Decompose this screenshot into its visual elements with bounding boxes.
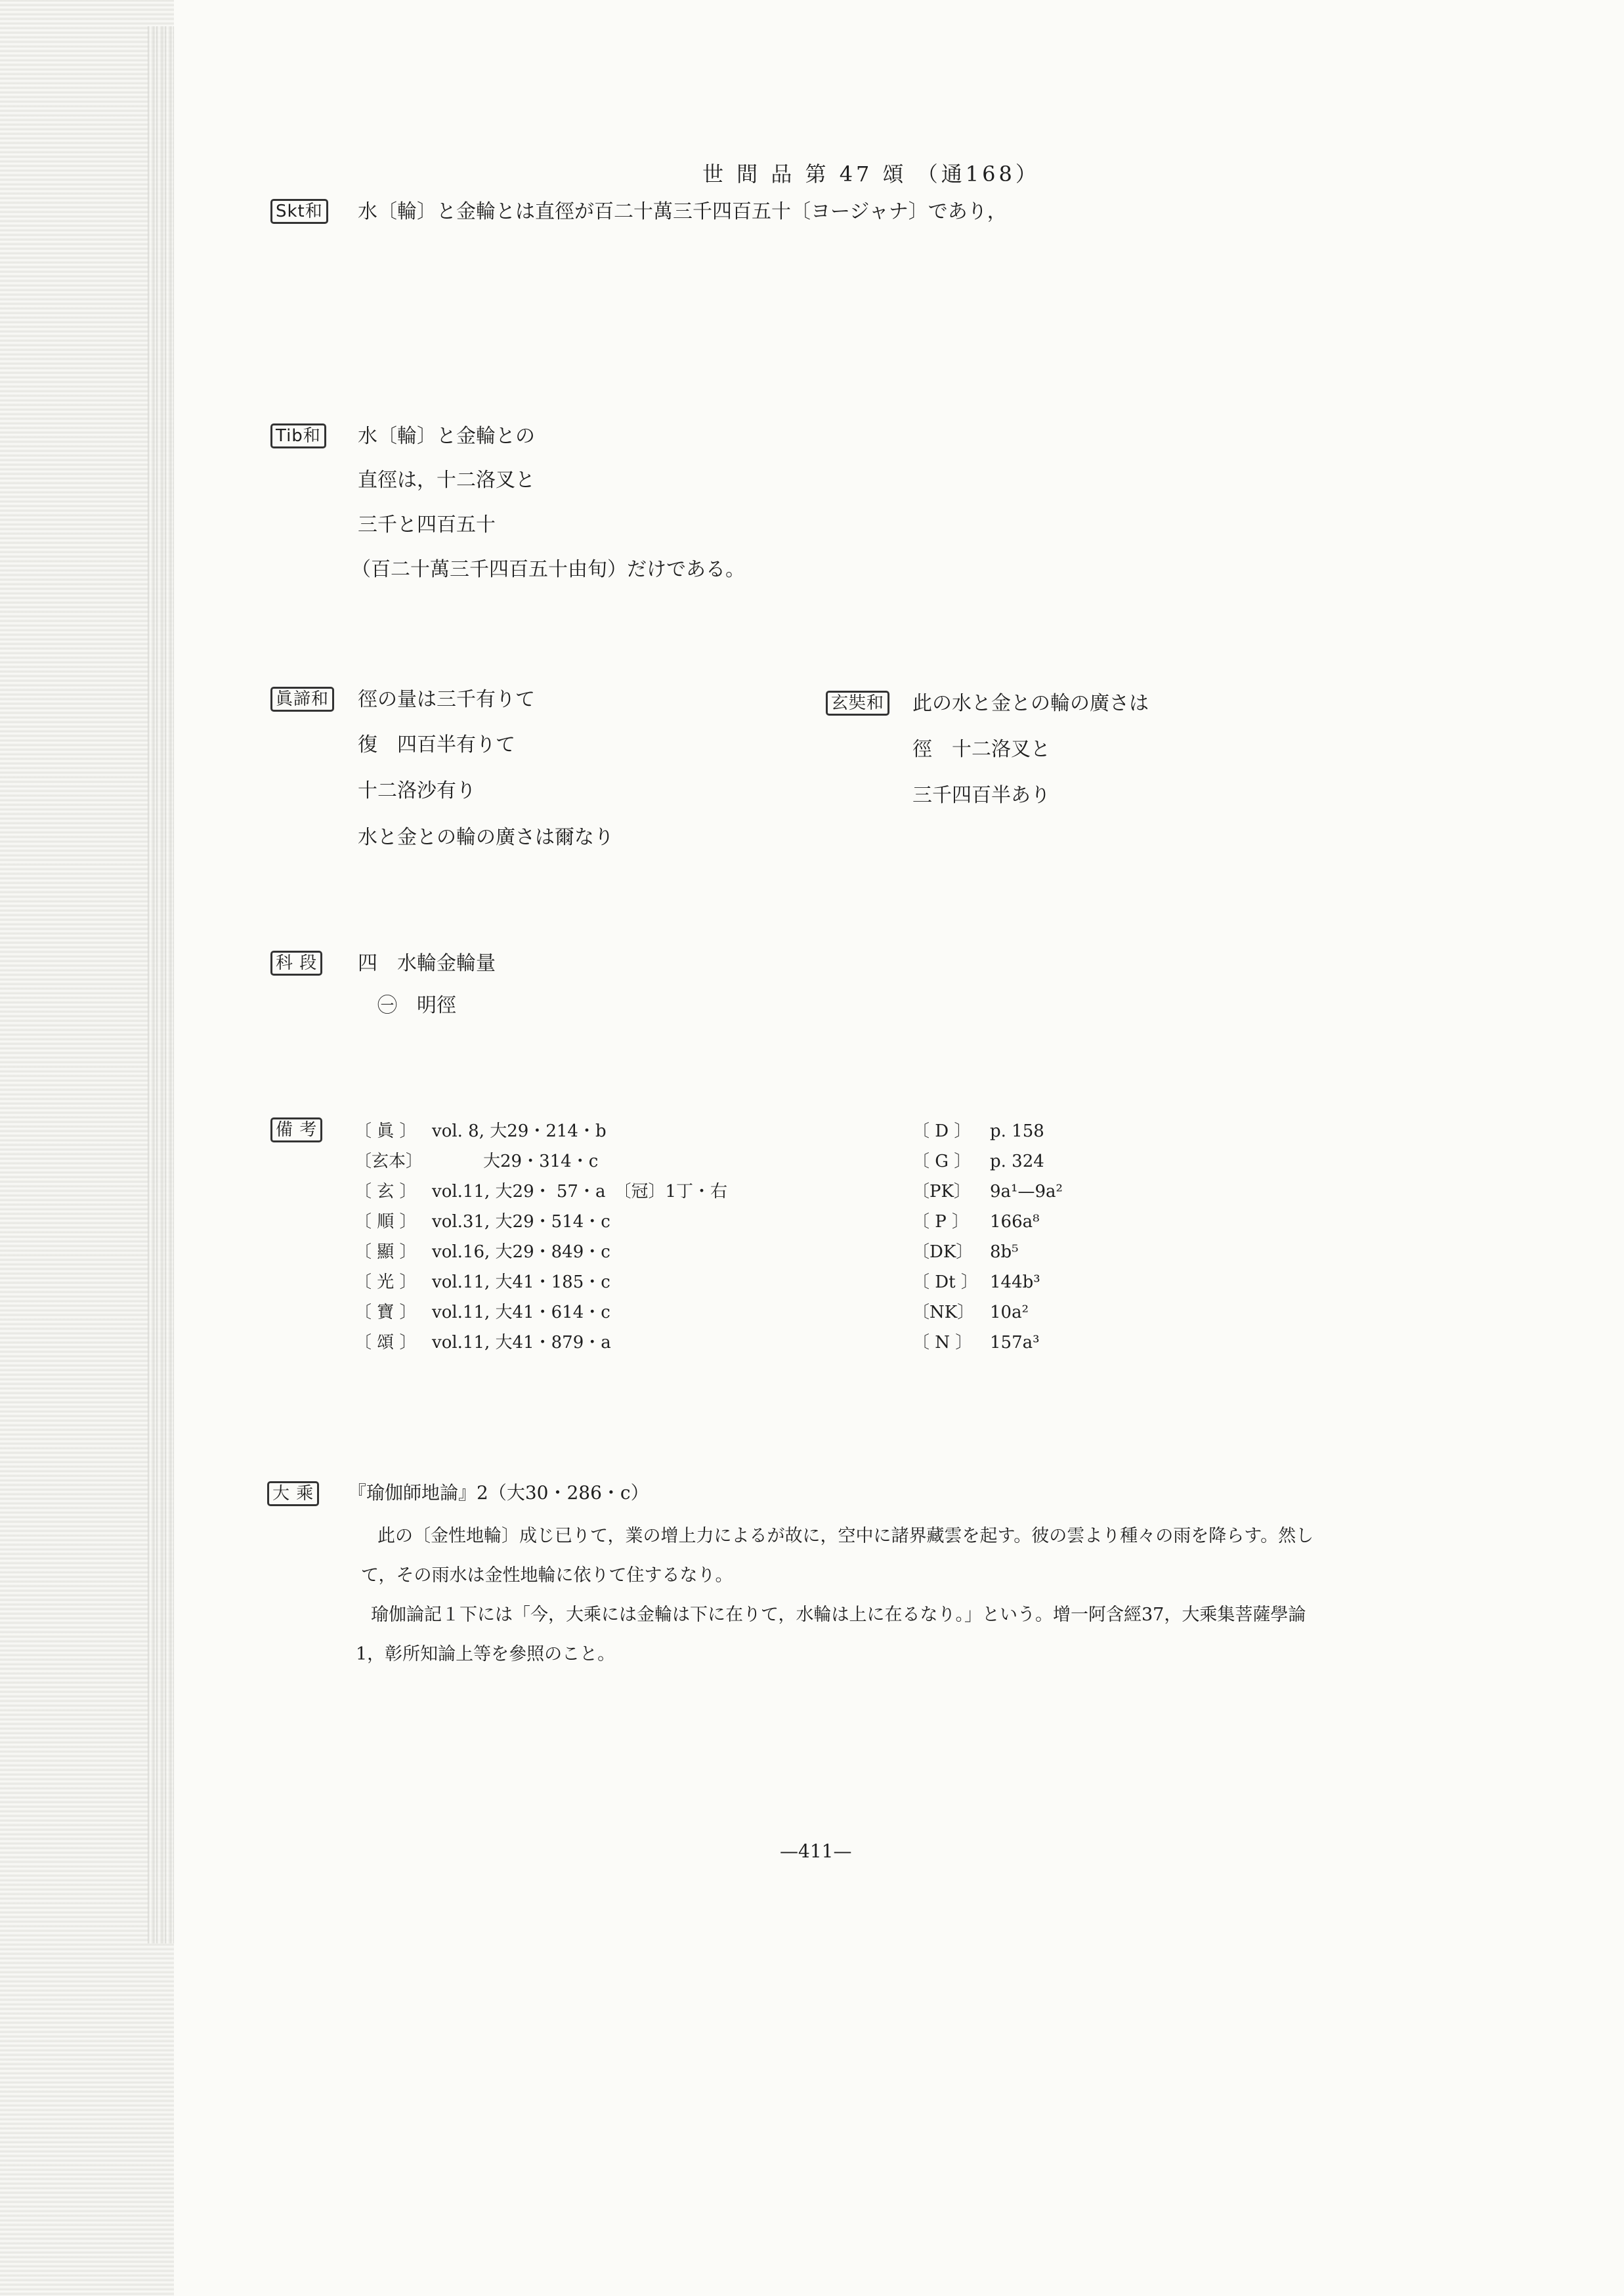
tib-line: （百二十萬三千四百五十由旬）だけである。 [351, 558, 745, 581]
mahayana-line: て，その雨水は金性地輪に依りて住するなり。 [361, 1565, 733, 1586]
reference-row: 〔玄本〕 大29・314・c [354, 1152, 599, 1171]
reference-row: 〔DK〕 8b⁵ [912, 1242, 1019, 1262]
tib-line: 水〔輪〕と金輪との [358, 425, 535, 448]
reference-row: 〔 Dt 〕 144b³ [912, 1272, 1040, 1292]
xuanzang-line: 三千四百半あり [912, 784, 1050, 807]
xuanzang-line: 徑 十二洛叉と [912, 738, 1050, 761]
biko-right-list [912, 1116, 1063, 1358]
xuanzang-label: 玄奘和 [826, 691, 889, 716]
reference-row: 〔 光 〕 vol.11, 大41・185・c [354, 1272, 610, 1292]
tib-line: 直徑は，十二洛叉と [358, 469, 535, 492]
reference-row: 〔 顯 〕 vol.16, 大29・849・c [354, 1242, 610, 1262]
reference-row: 〔PK〕 9a¹—9a² [912, 1182, 1063, 1202]
reference-row: 〔 N 〕 157a³ [912, 1333, 1040, 1353]
skt-line: 水〔輪〕と金輪とは直徑が百二十萬三千四百五十〔ヨージャナ〕であり， [358, 200, 1007, 223]
skt-label: Skt和 [270, 199, 328, 224]
page-title: 世 間 品 第 47 頌 （通168） [702, 162, 1040, 186]
paramartha-label: 眞諦和 [270, 687, 334, 712]
xuanzang-line: 此の水と金との輪の廣さは [912, 692, 1149, 715]
reference-row: 〔 頌 〕 vol.11, 大41・879・a [354, 1333, 611, 1353]
mahayana-line: 瑜伽論記１下には「今，大乘には金輪は下に在りて，水輪は上に在るなり。」という。增一阿含經37，大乘集菩薩學論 [371, 1605, 1306, 1625]
paramartha-line: 水と金との輪の廣さは爾なり [358, 826, 614, 849]
page-number: —411— [780, 1840, 852, 1862]
reference-row: 〔 眞 〕 vol. 8, 大29・214・b [354, 1121, 607, 1141]
reference-row: 〔 G 〕 p. 324 [912, 1152, 1044, 1171]
mahayana-heading: 『瑜伽師地論』2（大30・286・c） [348, 1482, 649, 1504]
reference-row: 〔 P 〕 166a⁸ [912, 1212, 1040, 1232]
kadan-line: 四 水輪金輪量 [358, 952, 496, 975]
reference-row: 〔 寶 〕 vol.11, 大41・614・c [354, 1303, 610, 1322]
tib-line: 三千と四百五十 [358, 513, 496, 536]
reference-row: 〔 D 〕 p. 158 [912, 1121, 1044, 1141]
kadan-label: 科 段 [270, 951, 322, 976]
kadan-line: ㊀ 明徑 [377, 994, 456, 1017]
biko-left-list [354, 1116, 727, 1358]
paramartha-line: 復 四百半有りて [358, 733, 515, 756]
scan-binding-edge [0, 0, 174, 2296]
mahayana-label: 大 乘 [267, 1481, 319, 1506]
reference-row: 〔 順 〕 vol.31, 大29・514・c [354, 1212, 610, 1232]
paramartha-line: 徑の量は三千有りて [358, 688, 535, 711]
reference-row: 〔NK〕 10a² [912, 1303, 1029, 1322]
paramartha-line: 十二洛沙有り [358, 779, 476, 802]
tib-label: Tib和 [270, 423, 326, 448]
mahayana-line: 1，彰所知論上等を參照のこと。 [356, 1644, 616, 1664]
reference-row: 〔 玄 〕 vol.11, 大29・ 57・a 〔冠〕1丁・右 [354, 1182, 728, 1202]
biko-label: 備 考 [270, 1117, 322, 1142]
mahayana-line: 此の〔金性地輪〕成じ已りて，業の增上力によるが故に，空中に諸界藏雲を起す。彼の雲より種々の雨を降らす。然し [377, 1526, 1314, 1546]
